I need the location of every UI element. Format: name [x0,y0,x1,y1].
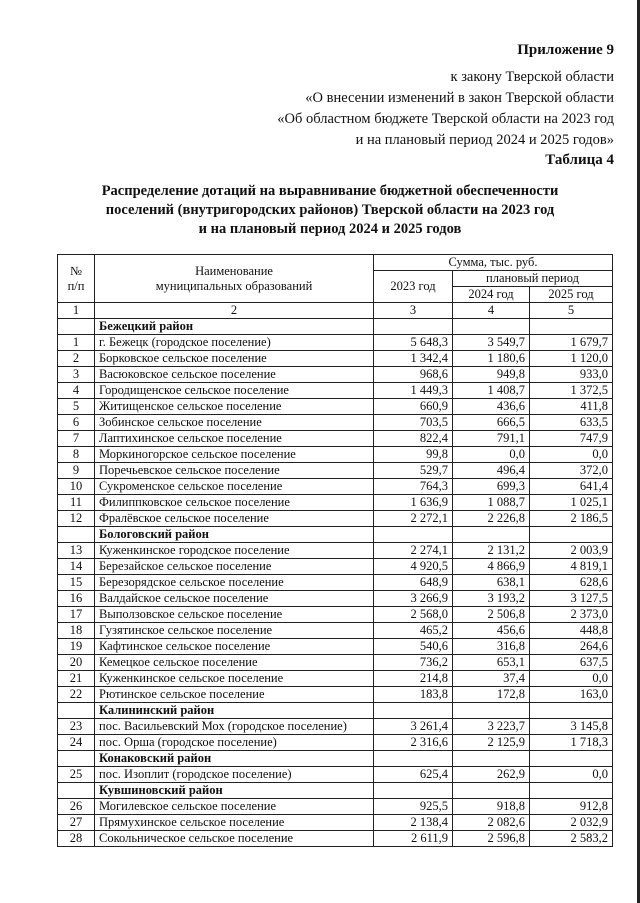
law-line: и на плановый период 2024 и 2025 годов» [355,132,614,148]
value-2023: 2 138,4 [374,815,453,831]
value-2025: 1 120,0 [530,351,613,367]
row-number: 26 [58,799,95,815]
municipality-name: Сокольническое сельское поселение [95,831,374,847]
value-2023: 2 611,9 [374,831,453,847]
table-row [58,815,613,831]
value-2023 [374,527,453,543]
value-2024: 456,6 [453,623,530,639]
value-2023: 3 266,9 [374,591,453,607]
row-number [58,527,95,543]
value-2024: 37,4 [453,671,530,687]
row-number: 21 [58,671,95,687]
index-cell: 1 [58,303,95,319]
municipality-name: Кемецкое сельское поселение [95,655,374,671]
row-number: 18 [58,623,95,639]
table-row [58,463,613,479]
value-2023: 1 342,4 [374,351,453,367]
value-2024: 172,8 [453,687,530,703]
row-number: 14 [58,559,95,575]
municipality-name: Лаптихинское сельское поселение [95,431,374,447]
value-2025: 0,0 [530,671,613,687]
municipality-name: Городищенское сельское поселение [95,383,374,399]
municipality-name: Куженкинское сельское поселение [95,671,374,687]
value-2024: 653,1 [453,655,530,671]
value-2023: 5 648,3 [374,335,453,351]
index-cell: 2 [95,303,374,319]
municipality-name: Валдайское сельское поселение [95,591,374,607]
municipality-name: пос. Васильевский Мох (городское поселение) [95,719,374,735]
district-name: Конаковский район [95,751,374,767]
value-2023: 648,9 [374,575,453,591]
municipality-name: пос. Изоплит (городское поселение) [95,767,374,783]
row-number: 28 [58,831,95,847]
district-name: Бежецкий район [95,319,374,335]
table-row [58,623,613,639]
municipality-name: Березайское сельское поселение [95,559,374,575]
value-2024: 262,9 [453,767,530,783]
value-2025 [530,783,613,799]
law-line: «Об областном бюджете Тверской области на 2023 год [277,111,614,127]
value-2023: 214,8 [374,671,453,687]
municipality-name: Куженкинское городское поселение [95,543,374,559]
row-number: 13 [58,543,95,559]
district-name: Бологовский район [95,527,374,543]
table-row [58,735,613,751]
municipality-name: Фралёвское сельское поселение [95,511,374,527]
header-row [58,255,613,271]
value-2023: 2 274,1 [374,543,453,559]
value-2025: 633,5 [530,415,613,431]
table-row [58,767,613,783]
document-title [60,182,600,239]
value-2024: 699,3 [453,479,530,495]
row-number: 8 [58,447,95,463]
municipality-name: Рютинское сельское поселение [95,687,374,703]
value-2025: 411,8 [530,399,613,415]
row-number: 24 [58,735,95,751]
value-2024: 638,1 [453,575,530,591]
value-2024 [453,319,530,335]
value-2024: 2 226,8 [453,511,530,527]
district-row [58,319,613,335]
table-row [58,479,613,495]
value-2025 [530,319,613,335]
value-2023 [374,703,453,719]
table-row [58,383,613,399]
value-2023: 764,3 [374,479,453,495]
table-row [58,671,613,687]
table-row [58,591,613,607]
value-2023: 2 316,6 [374,735,453,751]
value-2025: 372,0 [530,463,613,479]
municipality-name: Борковское сельское поселение [95,351,374,367]
row-number: 11 [58,495,95,511]
municipality-name: пос. Орша (городское поселение) [95,735,374,751]
value-2025: 1 718,3 [530,735,613,751]
header-num: № п/п [58,255,95,303]
value-2024 [453,751,530,767]
value-2023: 465,2 [374,623,453,639]
row-number [58,751,95,767]
value-2023: 2 272,1 [374,511,453,527]
value-2025: 163,0 [530,687,613,703]
district-row [58,751,613,767]
row-number: 20 [58,655,95,671]
value-2024: 0,0 [453,447,530,463]
row-number: 19 [58,639,95,655]
table-row [58,655,613,671]
value-2025: 641,4 [530,479,613,495]
district-name: Калининский район [95,703,374,719]
value-2023: 625,4 [374,767,453,783]
row-number: 7 [58,431,95,447]
index-cell: 3 [374,303,453,319]
row-number: 5 [58,399,95,415]
value-2025: 3 145,8 [530,719,613,735]
value-2023: 703,5 [374,415,453,431]
table-row [58,831,613,847]
value-2025: 912,8 [530,799,613,815]
value-2024: 791,1 [453,431,530,447]
municipality-name: Прямухинское сельское поселение [95,815,374,831]
value-2024 [453,703,530,719]
value-2023: 822,4 [374,431,453,447]
value-2025: 1 679,7 [530,335,613,351]
value-2025: 1 372,5 [530,383,613,399]
table-row [58,335,613,351]
subsidy-table [57,254,613,847]
value-2024: 666,5 [453,415,530,431]
law-reference [277,67,614,151]
value-2024: 4 866,9 [453,559,530,575]
value-2025: 637,5 [530,655,613,671]
value-2025: 2 032,9 [530,815,613,831]
value-2023: 925,5 [374,799,453,815]
value-2023: 540,6 [374,639,453,655]
municipality-name: Сукроменское сельское поселение [95,479,374,495]
value-2024: 949,8 [453,367,530,383]
row-number: 25 [58,767,95,783]
value-2024: 2 596,8 [453,831,530,847]
table-row [58,639,613,655]
header-2023: 2023 год [374,271,453,303]
table-row [58,687,613,703]
value-2024: 1 408,7 [453,383,530,399]
row-number: 17 [58,607,95,623]
row-number: 6 [58,415,95,431]
value-2025: 448,8 [530,623,613,639]
value-2025 [530,751,613,767]
value-2023: 529,7 [374,463,453,479]
value-2025: 2 583,2 [530,831,613,847]
municipality-name: Житищенское сельское поселение [95,399,374,415]
value-2023: 183,8 [374,687,453,703]
value-2023: 99,8 [374,447,453,463]
row-number: 1 [58,335,95,351]
municipality-name: Филиппковское сельское поселение [95,495,374,511]
value-2024: 3 549,7 [453,335,530,351]
value-2023: 3 261,4 [374,719,453,735]
value-2024: 918,8 [453,799,530,815]
row-number: 9 [58,463,95,479]
value-2024: 1 088,7 [453,495,530,511]
row-number: 27 [58,815,95,831]
row-number: 3 [58,367,95,383]
value-2024: 2 125,9 [453,735,530,751]
value-2025 [530,527,613,543]
value-2025: 747,9 [530,431,613,447]
district-row [58,703,613,719]
table-label: Таблица 4 [545,152,614,168]
value-2023: 4 920,5 [374,559,453,575]
value-2024: 3 193,2 [453,591,530,607]
table-row [58,719,613,735]
row-number: 16 [58,591,95,607]
value-2025: 264,6 [530,639,613,655]
title-line: Распределение дотаций на выравнивание бюджетной обеспеченности [101,183,559,199]
value-2025: 2 373,0 [530,607,613,623]
value-2025: 0,0 [530,447,613,463]
value-2025: 628,6 [530,575,613,591]
district-row [58,783,613,799]
header-sum: Сумма, тыс. руб. [374,255,613,271]
value-2023 [374,783,453,799]
value-2025: 2 003,9 [530,543,613,559]
municipality-name: Кафтинское сельское поселение [95,639,374,655]
table-row [58,495,613,511]
value-2023: 1 636,9 [374,495,453,511]
municipality-name: Поречьевское сельское поселение [95,463,374,479]
title-line: и на плановый период 2024 и 2025 годов [198,221,462,237]
municipality-name: Березорядское сельское поселение [95,575,374,591]
value-2024: 2 082,6 [453,815,530,831]
table-row [58,559,613,575]
value-2025: 4 819,1 [530,559,613,575]
municipality-name: Гузятинское сельское поселение [95,623,374,639]
value-2023 [374,751,453,767]
municipality-name: Зобинское сельское поселение [95,415,374,431]
row-number [58,703,95,719]
table-row [58,607,613,623]
value-2024 [453,783,530,799]
municipality-name: Выползовское сельское поселение [95,607,374,623]
value-2024: 1 180,6 [453,351,530,367]
row-number: 23 [58,719,95,735]
row-number: 2 [58,351,95,367]
row-number: 12 [58,511,95,527]
value-2024: 2 131,2 [453,543,530,559]
table-row [58,415,613,431]
value-2024: 496,4 [453,463,530,479]
table-row [58,431,613,447]
value-2025: 2 186,5 [530,511,613,527]
row-number: 15 [58,575,95,591]
table-row [58,575,613,591]
row-number: 22 [58,687,95,703]
table-row [58,799,613,815]
value-2023: 660,9 [374,399,453,415]
appendix-title: Приложение 9 [517,42,614,58]
value-2024: 436,6 [453,399,530,415]
value-2024: 2 506,8 [453,607,530,623]
value-2025 [530,703,613,719]
law-line: к закону Тверской области [450,69,614,85]
value-2023: 968,6 [374,367,453,383]
municipality-name: Моркиногорское сельское поселение [95,447,374,463]
value-2023: 2 568,0 [374,607,453,623]
row-number: 10 [58,479,95,495]
municipality-name: г. Бежецк (городское поселение) [95,335,374,351]
table-row [58,511,613,527]
table-row [58,351,613,367]
value-2024: 316,8 [453,639,530,655]
header-2025: 2025 год [530,287,613,303]
value-2024: 3 223,7 [453,719,530,735]
value-2023: 1 449,3 [374,383,453,399]
table-row [58,367,613,383]
row-number: 4 [58,383,95,399]
law-line: «О внесении изменений в закон Тверской области [305,90,614,106]
index-cell: 5 [530,303,613,319]
district-name: Кувшиновский район [95,783,374,799]
value-2025: 3 127,5 [530,591,613,607]
value-2024 [453,527,530,543]
table-row [58,399,613,415]
header-2024: 2024 год [453,287,530,303]
value-2025: 0,0 [530,767,613,783]
header-planned: плановый период [453,271,613,287]
table-row [58,447,613,463]
municipality-name: Могилевское сельское поселение [95,799,374,815]
column-index-row [58,303,613,319]
row-number [58,783,95,799]
value-2025: 933,0 [530,367,613,383]
value-2023: 736,2 [374,655,453,671]
table-row [58,543,613,559]
value-2023 [374,319,453,335]
district-row [58,527,613,543]
municipality-name: Васюковское сельское поселение [95,367,374,383]
index-cell: 4 [453,303,530,319]
row-number [58,319,95,335]
header-name: Наименование муниципальных образований [95,255,374,303]
value-2025: 1 025,1 [530,495,613,511]
title-line: поселений (внутригородских районов) Тверской области на 2023 год [105,202,555,218]
